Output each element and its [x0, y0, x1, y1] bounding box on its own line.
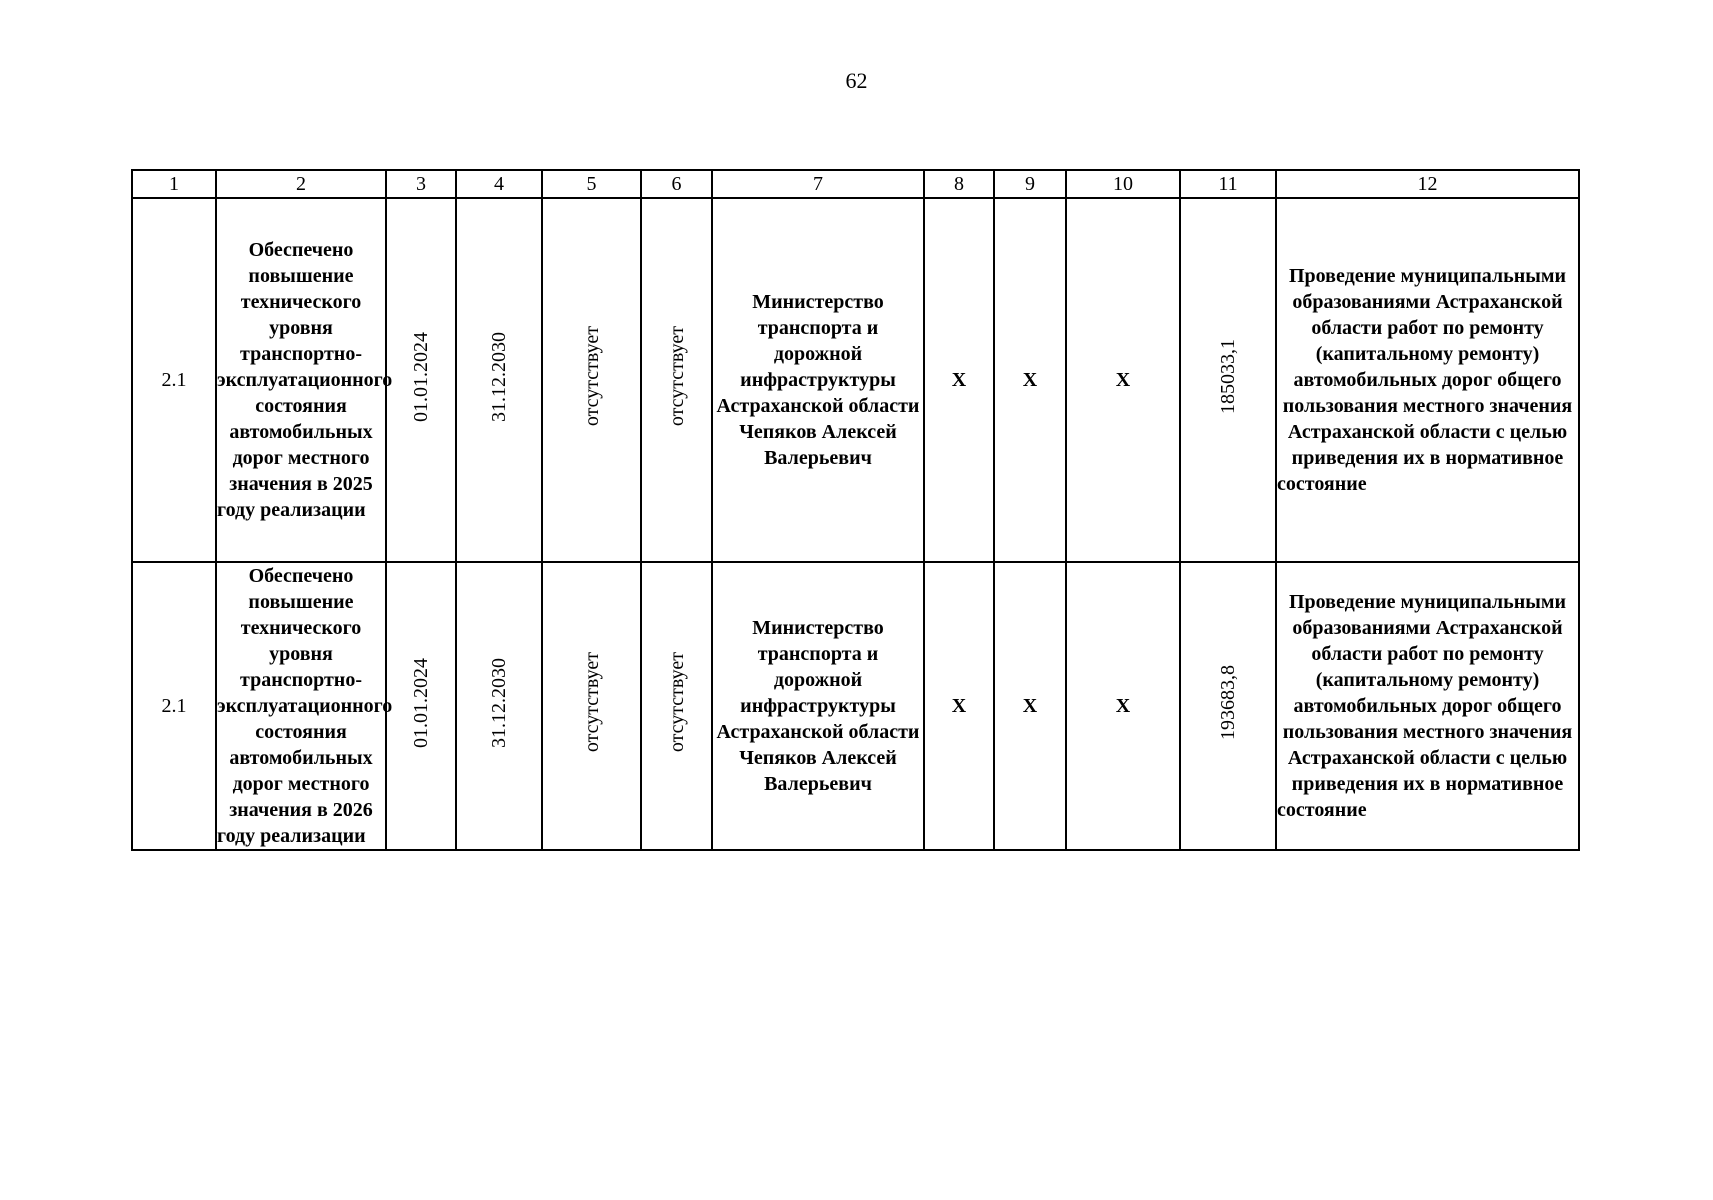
result-description: Проведение муниципальными образованиями Астраханской области работ по ремонту (капитальному ремонту) автомобильных дорог общего пользования местного значения Астраханской области с целью приведения их в нормативное состояние	[1276, 562, 1579, 850]
col6-value: отсутствует	[665, 652, 688, 753]
col5-cell	[542, 562, 641, 850]
table-header-row	[132, 170, 1579, 198]
start-date-cell	[386, 562, 456, 850]
col8-value: Х	[924, 198, 994, 562]
row-number: 2.1	[132, 198, 216, 562]
document-table	[131, 169, 1580, 851]
header-cell: 8	[924, 170, 994, 198]
result-name: Обеспечено повышение технического уровня транспортно-эксплуатационного состояния автомобильных дорог местного значения в 2026 году реализации	[216, 562, 386, 850]
start-date: 01.01.2024	[410, 331, 432, 422]
col10-value: Х	[1066, 562, 1180, 850]
header-cell: 3	[386, 170, 456, 198]
amount-cell	[1180, 562, 1276, 850]
header-cell: 6	[641, 170, 712, 198]
col9-value: Х	[994, 562, 1066, 850]
end-date: 31.12.2030	[488, 657, 510, 748]
header-cell: 9	[994, 170, 1066, 198]
header-cell: 11	[1180, 170, 1276, 198]
start-date-cell	[386, 198, 456, 562]
col10-value: Х	[1066, 198, 1180, 562]
header-cell: 12	[1276, 170, 1579, 198]
responsible-executor: Министерство транспорта и дорожной инфраструктуры Астраханской области Чепяков Алексей Валерьевич	[712, 198, 924, 562]
col5-value: отсутствует	[580, 326, 603, 427]
col5-cell	[542, 198, 641, 562]
header-cell: 4	[456, 170, 542, 198]
header-cell: 2	[216, 170, 386, 198]
end-date-cell	[456, 198, 542, 562]
amount-value: 193683,8	[1217, 665, 1239, 740]
header-cell: 7	[712, 170, 924, 198]
col8-value: Х	[924, 562, 994, 850]
col6-cell	[641, 198, 712, 562]
table-row	[132, 198, 1579, 562]
header-cell: 5	[542, 170, 641, 198]
header-cell: 10	[1066, 170, 1180, 198]
header-cell: 1	[132, 170, 216, 198]
end-date: 31.12.2030	[488, 331, 510, 422]
start-date: 01.01.2024	[410, 657, 432, 748]
amount-cell	[1180, 198, 1276, 562]
result-name: Обеспечено повышение технического уровня транспортно-эксплуатационного состояния автомобильных дорог местного значения в 2025 году реализации	[216, 198, 386, 562]
row-number: 2.1	[132, 562, 216, 850]
result-description: Проведение муниципальными образованиями Астраханской области работ по ремонту (капитальному ремонту) автомобильных дорог общего пользования местного значения Астраханской области с целью приведения их в нормативное состояние	[1276, 198, 1579, 562]
end-date-cell	[456, 562, 542, 850]
amount-value: 185033,1	[1217, 339, 1239, 414]
col6-cell	[641, 562, 712, 850]
table-row	[132, 562, 1579, 850]
page-number: 62	[845, 68, 868, 93]
col9-value: Х	[994, 198, 1066, 562]
responsible-executor: Министерство транспорта и дорожной инфраструктуры Астраханской области Чепяков Алексей Валерьевич	[712, 562, 924, 850]
col5-value: отсутствует	[580, 652, 603, 753]
col6-value: отсутствует	[665, 326, 688, 427]
